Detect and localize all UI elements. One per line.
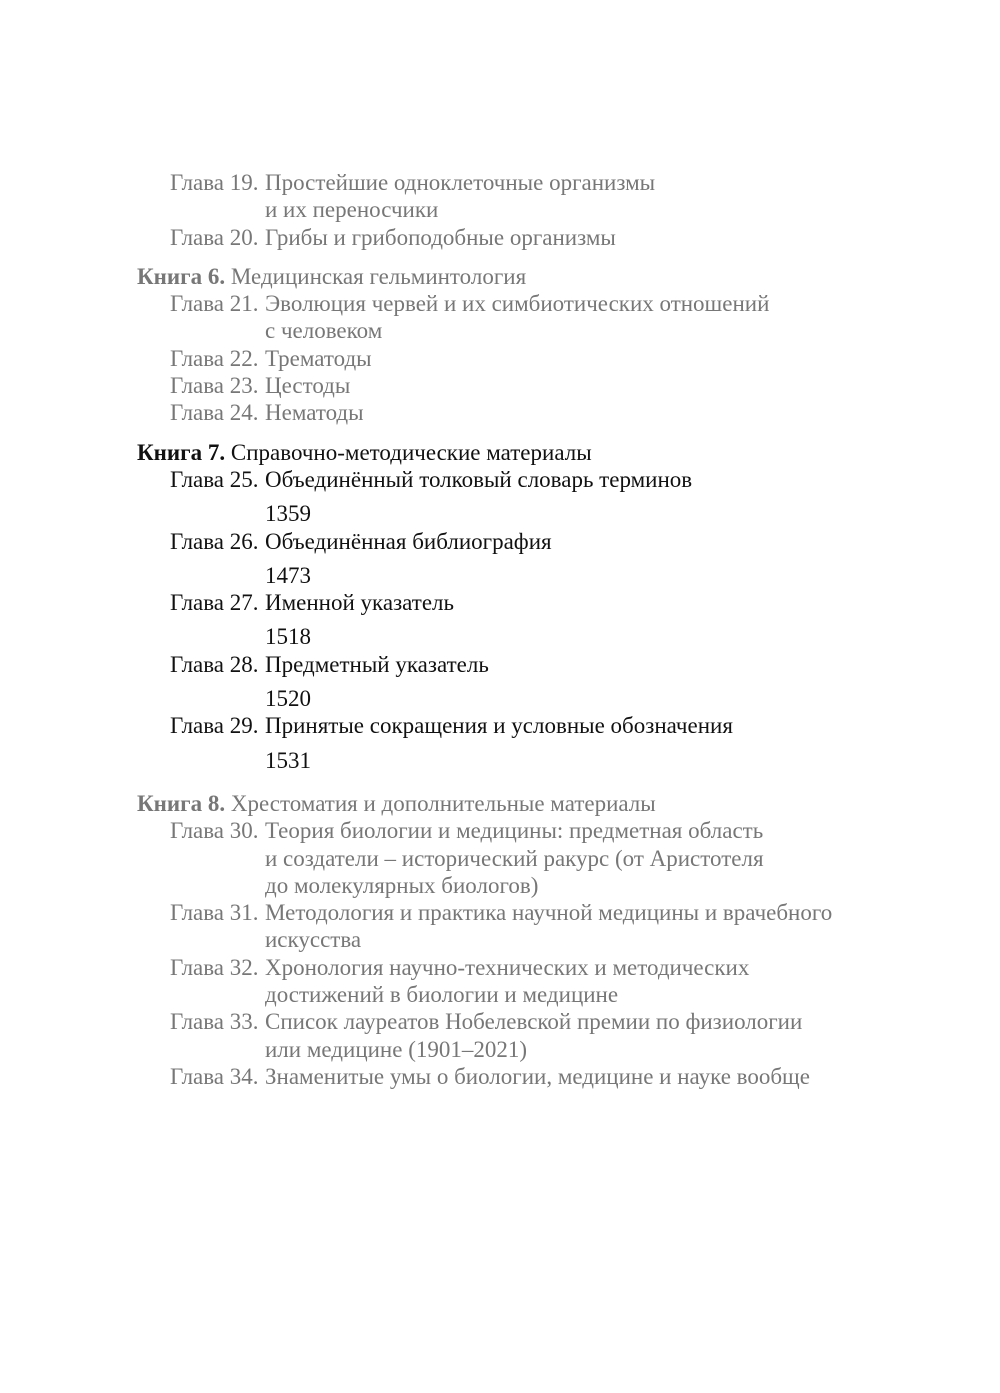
chapter-label: Глава 20. (170, 224, 259, 250)
book-label: Книга 8. (137, 790, 226, 816)
chapter-title: Объединённая библиография (265, 528, 552, 554)
book-7-heading (137, 439, 879, 466)
chapter-title: и их переносчики (265, 197, 439, 223)
chapter-label: Глава 33. (170, 1009, 259, 1035)
toc-entry-chapter-25[interactable] (170, 466, 879, 528)
chapter-title: Теория биологии и медицины: предметная область (265, 818, 764, 844)
toc-entry-chapter-19[interactable] (170, 169, 879, 224)
book-8-heading (137, 790, 879, 817)
chapter-title: или медицине (1901–2021) (265, 1036, 528, 1062)
chapter-label: Глава 23. (170, 373, 259, 399)
chapter-title: с человеком (265, 318, 383, 344)
toc-entry-chapter-22[interactable] (170, 345, 879, 372)
book-title: Справочно-методические материалы (230, 439, 592, 465)
toc-entry-chapter-30[interactable] (170, 817, 879, 899)
page-number: 1518 (265, 624, 311, 650)
chapter-title: Список лауреатов Нобелевской премии по физиологии (265, 1009, 803, 1035)
chapter-title: Объединённый толковый словарь терминов (265, 466, 693, 492)
chapter-title: Нематоды (265, 400, 364, 426)
chapter-title: Грибы и грибоподобные организмы (265, 224, 616, 250)
book-6-heading (137, 263, 879, 290)
toc-entry-chapter-20[interactable] (170, 224, 879, 251)
chapter-label: Глава 27. (170, 590, 259, 616)
page-number: 1531 (265, 747, 311, 773)
toc-entry-chapter-31[interactable] (170, 899, 879, 954)
chapter-label: Глава 24. (170, 400, 259, 426)
toc-entry-chapter-23[interactable] (170, 372, 879, 399)
chapter-label: Глава 32. (170, 954, 259, 980)
table-of-contents (137, 169, 879, 1090)
book-5-section (137, 169, 879, 251)
book-title: Хрестоматия и дополнительные материалы (230, 790, 656, 816)
toc-entry-chapter-34[interactable] (170, 1063, 879, 1090)
chapter-label: Глава 30. (170, 818, 259, 844)
chapter-label: Глава 22. (170, 345, 259, 371)
chapter-label: Глава 25. (170, 466, 259, 492)
book-label: Книга 6. (137, 263, 226, 289)
chapter-title: Именной указатель (265, 590, 455, 616)
toc-entry-chapter-27[interactable] (170, 589, 879, 651)
toc-entry-chapter-32[interactable] (170, 954, 879, 1009)
toc-entry-chapter-24[interactable] (170, 399, 879, 426)
chapter-title: Эволюция червей и их симбиотических отношений (265, 291, 770, 317)
book-title: Медицинская гельминтология (230, 263, 527, 289)
chapter-title: Знаменитые умы о биологии, медицине и науке вообще (265, 1063, 810, 1089)
toc-entry-chapter-26[interactable] (170, 528, 879, 590)
chapter-label: Глава 21. (170, 291, 259, 317)
chapter-label: Глава 31. (170, 900, 259, 926)
chapter-title: Простейшие одноклеточные организмы (265, 170, 656, 195)
chapter-title: до молекулярных биологов) (265, 872, 539, 898)
page-number: 1520 (265, 686, 311, 712)
chapter-label: Глава 19. (170, 170, 259, 195)
toc-entry-chapter-29[interactable] (170, 712, 879, 774)
toc-entry-chapter-28[interactable] (170, 651, 879, 713)
chapter-title: Трематоды (265, 345, 372, 371)
chapter-title: искусства (265, 927, 362, 953)
chapter-title: Принятые сокращения и условные обозначения (265, 713, 733, 739)
book-7-section (137, 439, 879, 774)
toc-entry-chapter-33[interactable] (170, 1008, 879, 1063)
book-label: Книга 7. (137, 439, 226, 465)
page-number: 1473 (265, 562, 311, 588)
chapter-title: Хронология научно-технических и методических (265, 954, 750, 980)
chapter-title: достижений в биологии и медицине (265, 982, 619, 1008)
chapter-label: Глава 26. (170, 528, 259, 554)
chapter-title: Цестоды (265, 373, 351, 399)
chapter-label: Глава 28. (170, 651, 259, 677)
chapter-title: Методология и практика научной медицины и врачебного (265, 900, 833, 926)
chapter-title: и создатели – исторический ракурс (от Аристотеля (265, 845, 764, 871)
chapter-title: Предметный указатель (265, 651, 489, 677)
page-number: 1359 (265, 501, 311, 527)
toc-entry-chapter-21[interactable] (170, 290, 879, 345)
chapter-label: Глава 34. (170, 1063, 259, 1089)
chapter-label: Глава 29. (170, 713, 259, 739)
